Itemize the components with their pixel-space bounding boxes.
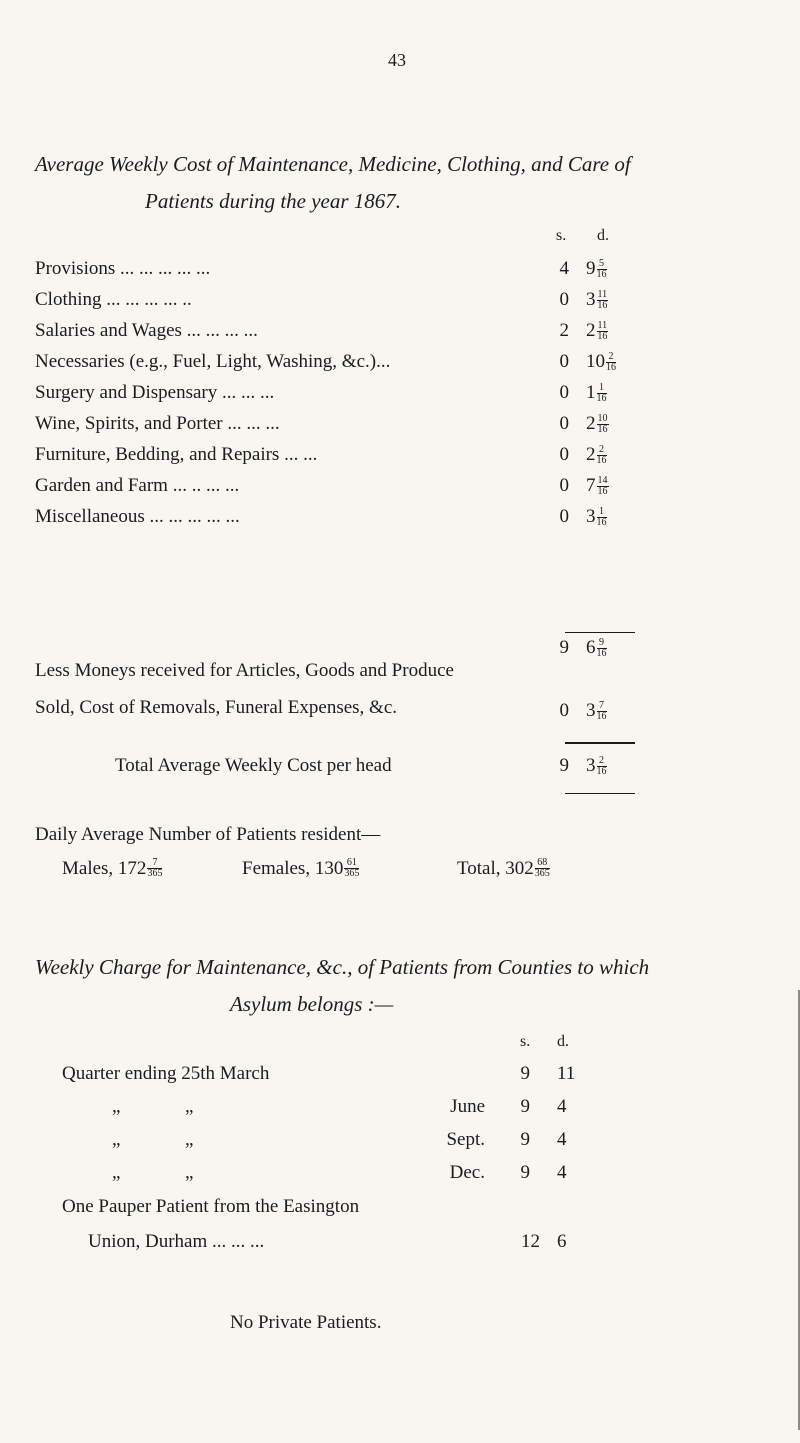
ditto-mark: „ — [112, 1162, 121, 1183]
charge-row-label: June — [450, 1096, 485, 1117]
cost-row-label: Clothing ... ... ... ... .. — [35, 289, 192, 310]
ditto-mark: „ — [112, 1129, 121, 1150]
cost-row-label: Wine, Spirits, and Porter ... ... ... — [35, 413, 280, 434]
pence-header: d. — [597, 227, 609, 244]
charge-row-label: Sept. — [446, 1129, 485, 1150]
footer-note: No Private Patients. — [230, 1312, 382, 1333]
cost-row-pence: 2 $\frac{2}{16}$ — [586, 444, 607, 467]
cost-row-pence: 7 $\frac{14}{16}$ — [586, 475, 608, 498]
cost-table-title: Average Weekly Cost of Maintenance, Medicine, Clothing, and Care of — [35, 152, 631, 176]
cost-row-shillings: 0 — [559, 289, 569, 310]
cost-row-pence: 1 $\frac{1}{16}$ — [586, 382, 607, 405]
pauper-label: One Pauper Patient from the Easington — [62, 1196, 360, 1217]
cost-row-shillings: 0 — [559, 444, 569, 465]
daily-females: Females, 130 $\frac{61}{365}$ — [242, 857, 360, 879]
charge-row-pence: 4 — [557, 1096, 567, 1117]
charge-row-shillings: 9 — [520, 1063, 530, 1084]
cost-row-shillings: 0 — [559, 351, 569, 372]
cost-row-pence: 3 $\frac{1}{16}$ — [586, 506, 607, 529]
cost-row-pence: 9 $\frac{5}{16}$ — [586, 258, 607, 281]
daily-total: Total, 302 $\frac{68}{365}$ — [457, 857, 550, 879]
shillings-header: s. — [556, 227, 567, 244]
charge-table-title: Weekly Charge for Maintenance, &c., of Patients from Counties to which — [35, 955, 650, 979]
pauper-pence: 6 — [557, 1231, 567, 1252]
charge-row-shillings: 9 — [520, 1162, 530, 1183]
cost-row-shillings: 0 — [559, 382, 569, 403]
ditto-mark: „ — [185, 1096, 194, 1117]
cost-row-pence: 2 $\frac{11}{16}$ — [586, 320, 608, 343]
cost-row-label: Garden and Farm ... .. ... ... — [35, 475, 240, 496]
page-number: 43 — [388, 50, 406, 70]
cost-row-label: Miscellaneous ... ... ... ... ... — [35, 506, 240, 527]
total-rule — [565, 742, 635, 744]
total-underline — [565, 793, 635, 794]
less-label-continued: Sold, Cost of Removals, Funeral Expenses, &c. — [35, 697, 398, 718]
charge-row-label: Dec. — [449, 1162, 485, 1183]
charge-row-shillings: 9 — [520, 1129, 530, 1150]
cost-row-label: Necessaries (e.g., Fuel, Light, Washing, &c.)... — [35, 351, 391, 372]
charge-table-title-continued: Asylum belongs :— — [230, 992, 394, 1016]
ditto-mark: „ — [185, 1162, 194, 1183]
cost-row-label: Provisions ... ... ... ... ... — [35, 258, 211, 279]
charge-row-label: Quarter ending 25th March — [62, 1063, 270, 1084]
subtotal-pence: 6 $\frac{9}{16}$ — [586, 637, 607, 660]
ditto-mark: „ — [112, 1096, 121, 1117]
cost-row-shillings: 0 — [559, 506, 569, 527]
pauper-shillings: 12 — [521, 1231, 540, 1252]
charge-shillings-header: s. — [520, 1033, 531, 1050]
cost-row-label: Salaries and Wages ... ... ... ... — [35, 320, 258, 341]
charge-row-shillings: 9 — [520, 1096, 530, 1117]
cost-row-label: Surgery and Dispensary ... ... ... — [35, 382, 275, 403]
total-pence: 3 $\frac{2}{16}$ — [586, 755, 607, 778]
cost-row-shillings: 2 — [559, 320, 569, 341]
subtotal-rule — [565, 632, 635, 633]
cost-row-shillings: 4 — [559, 258, 569, 279]
cost-row-shillings: 0 — [559, 413, 569, 434]
charge-row-pence: 4 — [557, 1129, 567, 1150]
cost-row-label: Furniture, Bedding, and Repairs ... ... — [35, 444, 318, 465]
daily-heading: Daily Average Number of Patients resident— — [35, 824, 381, 845]
total-shillings: 9 — [559, 755, 569, 776]
charge-row-pence: 4 — [557, 1162, 567, 1183]
cost-row-shillings: 0 — [559, 475, 569, 496]
pauper-label-continued: Union, Durham ... ... ... — [88, 1231, 265, 1252]
cost-table-title-continued: Patients during the year 1867. — [145, 189, 402, 213]
ditto-mark: „ — [185, 1129, 194, 1150]
cost-row-pence: 2 $\frac{10}{16}$ — [586, 413, 608, 436]
charge-pence-header: d. — [557, 1033, 569, 1050]
daily-males: Males, 172 $\frac{7}{365}$ — [62, 857, 163, 879]
cost-row-pence: 10 $\frac{2}{16}$ — [586, 351, 616, 374]
subtotal-shillings: 9 — [559, 637, 569, 658]
total-label: Total Average Weekly Cost per head — [115, 755, 392, 776]
charge-row-pence: 11 — [557, 1063, 576, 1084]
less-pence: 3 $\frac{7}{16}$ — [586, 700, 607, 723]
less-label: Less Moneys received for Articles, Goods and Produce — [35, 660, 454, 681]
cost-row-pence: 3 $\frac{11}{16}$ — [586, 289, 608, 312]
less-shillings: 0 — [559, 700, 569, 721]
